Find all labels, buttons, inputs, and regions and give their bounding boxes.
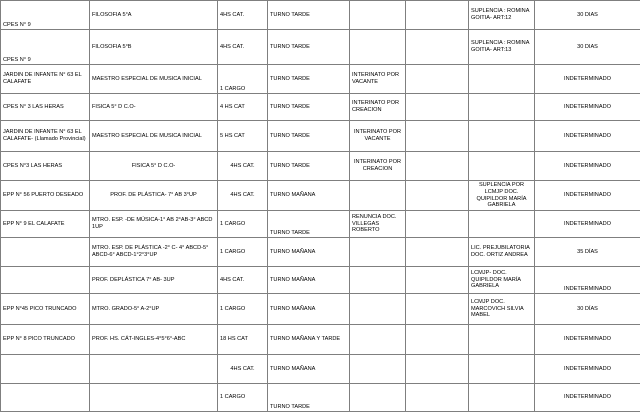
cell-suplencia[interactable] <box>469 121 535 152</box>
table-row <box>1 238 640 267</box>
cell-duracion[interactable]: INDETERMINADO <box>535 152 640 181</box>
cell-horas[interactable]: 18 HS CAT <box>218 325 268 355</box>
cell-extra[interactable] <box>406 65 469 94</box>
cell-causal[interactable] <box>350 238 406 267</box>
cell-turno[interactable]: TURNO MAÑANA <box>268 267 350 294</box>
cell-turno[interactable]: TURNO MAÑANA Y TARDE <box>268 325 350 355</box>
cell-causal[interactable]: RENUNCIA DOC. VILLEGAS ROBERTO <box>350 211 406 238</box>
cell-horas[interactable]: 4HS CAT. <box>218 355 268 384</box>
cell-duracion[interactable]: INDETERMINADO <box>535 355 640 384</box>
cell-turno[interactable]: TURNO TARDE <box>268 211 350 238</box>
cell-establecimiento[interactable] <box>1 267 90 294</box>
cell-turno[interactable]: TURNO TARDE <box>268 1 350 30</box>
table-row <box>1 121 640 152</box>
cell-suplencia[interactable]: LCMJP DOC. MARCOVICH SILVIA MABEL <box>469 294 535 325</box>
cell-cargo[interactable]: MTRO. GRADO-5° A-2°UP <box>90 294 218 325</box>
cell-suplencia[interactable] <box>469 325 535 355</box>
cell-horas[interactable]: 4HS CAT. <box>218 181 268 211</box>
cell-suplencia[interactable] <box>469 94 535 121</box>
cell-cargo[interactable]: FISICA 5° D C.O- <box>90 152 218 181</box>
cell-cargo[interactable] <box>90 355 218 384</box>
cell-cargo[interactable]: PROF. DEPLÁSTICA 7° AB- 3UP <box>90 267 218 294</box>
cell-turno[interactable]: TURNO TARDE <box>268 94 350 121</box>
cell-cargo[interactable]: MTRO. ESP. DE PLÁSTICA -2° C- 4° ABCD-5° ABCD-6° ABCD-1°2°3°UP <box>90 238 218 267</box>
cell-horas[interactable]: 1 CARGO <box>218 238 268 267</box>
cell-duracion[interactable]: INDETERMINADO <box>535 267 640 294</box>
cell-turno[interactable]: TURNO TARDE <box>268 65 350 94</box>
cell-horas[interactable]: 1 CARGO <box>218 294 268 325</box>
cell-extra[interactable] <box>406 152 469 181</box>
cell-suplencia[interactable] <box>469 211 535 238</box>
cell-turno[interactable]: TURNO MAÑANA <box>268 355 350 384</box>
table-row <box>1 30 640 65</box>
cell-establecimiento[interactable]: EPP N° 56 PUERTO DESEADO <box>1 181 90 211</box>
cell-suplencia[interactable]: SUPLENCIA POR LCMJP DOC. QUIPILDOR MARÍA GABRIELA <box>469 181 535 211</box>
cell-establecimiento[interactable]: JARDIN DE INFANTE N° 63 EL CALAFATE <box>1 65 90 94</box>
cell-extra[interactable] <box>406 1 469 30</box>
table-row <box>1 94 640 121</box>
cell-duracion[interactable]: INDETERMINADO <box>535 65 640 94</box>
cell-turno[interactable]: TURNO MAÑANA <box>268 294 350 325</box>
cell-extra[interactable] <box>406 238 469 267</box>
cell-horas[interactable]: 4HS CAT. <box>218 1 268 30</box>
cell-establecimiento[interactable] <box>1 355 90 384</box>
cell-turno[interactable]: TURNO MAÑANA <box>268 181 350 211</box>
table-row <box>1 384 640 412</box>
cell-causal[interactable]: INTERINATO POR CREACION <box>350 94 406 121</box>
cell-suplencia[interactable] <box>469 355 535 384</box>
cell-duracion[interactable]: 35 DÍAS <box>535 238 640 267</box>
cell-cargo[interactable]: MAESTRO ESPECIAL DE MUSICA INICIAL <box>90 121 218 152</box>
cell-horas[interactable]: 4HS CAT. <box>218 30 268 65</box>
cell-turno[interactable]: TURNO TARDE <box>268 152 350 181</box>
cell-establecimiento[interactable]: CPES N° 9 <box>1 30 90 65</box>
cell-causal[interactable] <box>350 267 406 294</box>
cell-horas[interactable]: 4HS CAT. <box>218 152 268 181</box>
cell-causal[interactable] <box>350 30 406 65</box>
cell-cargo[interactable]: PROF. HS. CÁT-INGLES-4°5°6°-ABC <box>90 325 218 355</box>
cell-suplencia[interactable]: LIC. PREJUBILATORIA DOC. ORTIZ ANDREA <box>469 238 535 267</box>
cell-horas[interactable]: 1 CARGO <box>218 211 268 238</box>
cell-cargo[interactable]: FILOSOFIA 5°B <box>90 30 218 65</box>
table-row <box>1 267 640 294</box>
cell-duracion[interactable]: INDETERMINADO <box>535 211 640 238</box>
cell-extra[interactable] <box>406 94 469 121</box>
table-row <box>1 152 640 181</box>
cell-causal[interactable] <box>350 1 406 30</box>
table-row <box>1 325 640 355</box>
cell-establecimiento[interactable]: JARDIN DE INFANTE N° 63 EL CALAFATE- (Llamado Provincial) <box>1 121 90 152</box>
cell-duracion[interactable]: 30 DIAS <box>535 1 640 30</box>
table-row <box>1 65 640 94</box>
cell-extra[interactable] <box>406 325 469 355</box>
cell-horas[interactable]: 4HS CAT. <box>218 267 268 294</box>
cell-cargo[interactable] <box>90 384 218 412</box>
cell-establecimiento[interactable]: EPP N°45 PICO TRUNCADO <box>1 294 90 325</box>
table-row <box>1 181 640 211</box>
cell-causal[interactable] <box>350 294 406 325</box>
cell-extra[interactable] <box>406 211 469 238</box>
cell-duracion[interactable]: 30 DIAS <box>535 30 640 65</box>
table-row <box>1 1 640 30</box>
cell-extra[interactable] <box>406 384 469 412</box>
cell-extra[interactable] <box>406 294 469 325</box>
cell-duracion[interactable]: INDETERMINADO <box>535 181 640 211</box>
cell-causal[interactable]: INTERINATO POR VACANTE <box>350 65 406 94</box>
cell-establecimiento[interactable]: EPP N° 9 EL CALAFATE <box>1 211 90 238</box>
cell-establecimiento[interactable]: EPP N° 8 PICO TRUNCADO <box>1 325 90 355</box>
cell-duracion[interactable]: 30 DÍAS <box>535 294 640 325</box>
cell-causal[interactable]: INTERINATO POR VACANTE <box>350 121 406 152</box>
cell-horas[interactable]: 4 HS CAT <box>218 94 268 121</box>
cell-causal[interactable]: INTERINATO POR CREACION <box>350 152 406 181</box>
cell-cargo[interactable]: MTRO. ESP. -DE MÚSICA-1° AB 2°AB-3° ABCD 1UP <box>90 211 218 238</box>
cell-causal[interactable] <box>350 384 406 412</box>
cell-cargo[interactable]: PROF. DE PLÁSTICA- 7° AB 3°UP <box>90 181 218 211</box>
cell-establecimiento[interactable] <box>1 238 90 267</box>
table-row <box>1 294 640 325</box>
table-row <box>1 211 640 238</box>
cell-duracion[interactable]: INDETERMINADO <box>535 384 640 412</box>
cell-duracion[interactable]: INDETERMINADO <box>535 94 640 121</box>
cell-suplencia[interactable] <box>469 65 535 94</box>
cell-suplencia[interactable]: SUPLENCIA : ROMINA GOITIA- ART:12 <box>469 1 535 30</box>
cell-causal[interactable] <box>350 325 406 355</box>
cell-extra[interactable] <box>406 267 469 294</box>
cell-duracion[interactable]: INDETERMINADO <box>535 121 640 152</box>
cell-cargo[interactable]: FILOSOFIA 5°A <box>90 1 218 30</box>
cell-extra[interactable] <box>406 355 469 384</box>
cell-suplencia[interactable] <box>469 384 535 412</box>
cell-turno[interactable]: TURNO TARDE <box>268 30 350 65</box>
cell-extra[interactable] <box>406 121 469 152</box>
cell-establecimiento[interactable]: CPES N°3 LAS HERAS <box>1 152 90 181</box>
cell-establecimiento[interactable] <box>1 384 90 412</box>
cell-turno[interactable]: TURNO TARDE <box>268 384 350 412</box>
cell-suplencia[interactable] <box>469 152 535 181</box>
table-row <box>1 355 640 384</box>
cell-establecimiento[interactable]: CPES N° 3 LAS HERAS <box>1 94 90 121</box>
cell-duracion[interactable]: INDETERMINADO <box>535 325 640 355</box>
cell-establecimiento[interactable]: CPES N° 9 <box>1 1 90 30</box>
cell-extra[interactable] <box>406 181 469 211</box>
cell-suplencia[interactable]: LCMJP- DOC. QUIPILDOR MARÍA GABRIELA <box>469 267 535 294</box>
cell-turno[interactable]: TURNO MAÑANA <box>268 238 350 267</box>
cell-turno[interactable]: TURNO TARDE <box>268 121 350 152</box>
cell-horas[interactable]: 1 CARGO <box>218 384 268 412</box>
cell-horas[interactable]: 1 CARGO <box>218 65 268 94</box>
cell-cargo[interactable]: FISICA 5° D C.O- <box>90 94 218 121</box>
cell-extra[interactable] <box>406 30 469 65</box>
cell-cargo[interactable]: MAESTRO ESPECIAL DE MUSICA INICIAL <box>90 65 218 94</box>
cell-causal[interactable] <box>350 181 406 211</box>
cell-horas[interactable]: 5 HS CAT <box>218 121 268 152</box>
cell-causal[interactable] <box>350 355 406 384</box>
cell-suplencia[interactable]: SUPLENCIA : ROMINA GOITIA- ART:13 <box>469 30 535 65</box>
